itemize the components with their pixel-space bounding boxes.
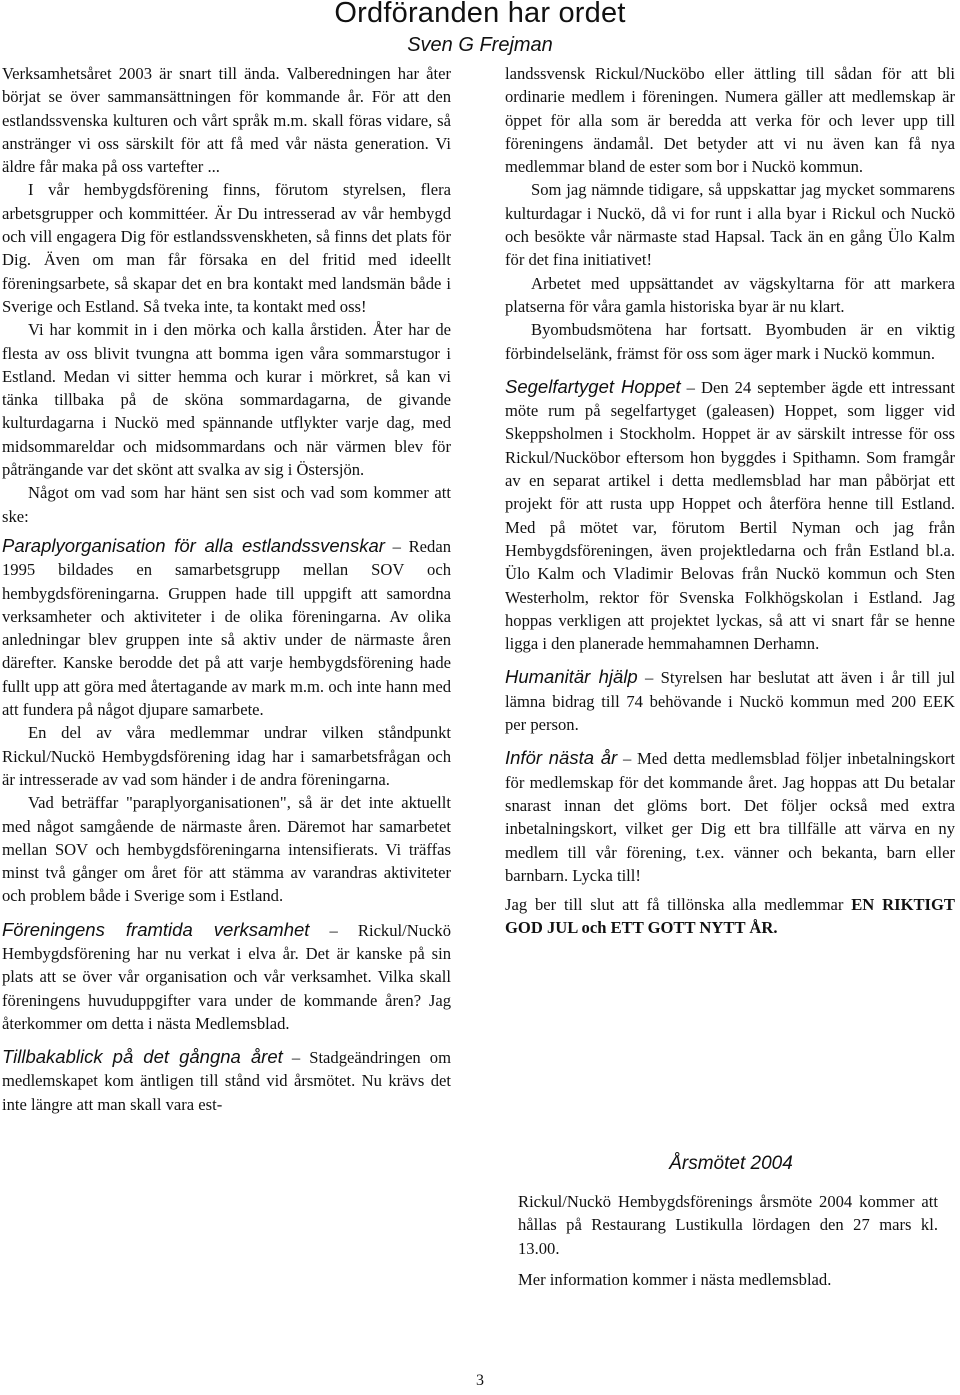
heading-dash: – bbox=[309, 920, 358, 940]
heading-dash: – bbox=[617, 749, 638, 769]
section-text: Med detta medlemsblad följer inbetalningskort för medlemskap för det kommande året. Jag hoppas att Du betalar snarast innan det glöms bort. Det följer också med extra inbetalningskort, vilket ger Dig ett bra tillfälle att värva en ny medlem till vår förening, t.ex. vänner och bekanta, barn eller barnbarn. Lycka till! bbox=[505, 749, 955, 885]
left-column bbox=[2, 62, 451, 1116]
section-text: Rickul/Nuckö Hembygdsförening har nu verkat i elva år. Det är kanske på sin plats att se över vår organisation och vår verksamhet. Vilka skall föreningens huvuduppgifter vara under de kommande åren? Jag återkommer om detta i nästa Medlemsblad. bbox=[2, 920, 451, 1033]
paragraph-news-intro: Något om vad som har hänt sen sist och vad som kommer att ske: bbox=[2, 483, 451, 526]
section-heading: Inför nästa år bbox=[505, 747, 618, 769]
section-heading: Föreningens framtida verksamhet bbox=[2, 918, 310, 940]
intro-paragraph: Verksamhetsåret 2003 är snart till ända. Valberedningen har åter börjat se över sammansättningen för kommande år. För att den estlandssvenska kulturen och vårt språk m.m. skall föras vidare, så anstränger vi oss särskilt för att få med vår nästa generation. Vi äldre får maka på oss vartefter ... bbox=[2, 64, 451, 177]
right-column bbox=[505, 62, 955, 940]
heading-dash: – bbox=[282, 1048, 310, 1068]
section-future-activities bbox=[2, 918, 451, 1035]
notice-text: Rickul/Nuckö Hembygdsförenings årsmöte 2004 kommer att hållas på Restaurang Lustikulla lördagen den 27 mars kl. 13.00. bbox=[518, 1192, 938, 1258]
section-next-year bbox=[505, 746, 955, 887]
paragraph-village-representatives: Byombudsmötena har fortsatt. Byombuden är en viktig förbindelselänk, främst för oss som äger mark i Nuckö kommun. bbox=[505, 320, 955, 363]
notice-more-info: Mer information kommer i nästa medlemsblad. bbox=[518, 1269, 832, 1289]
article-title: Ordföranden har ordet bbox=[334, 0, 626, 29]
heading-dash: – bbox=[637, 668, 661, 688]
section-umbrella-organisation bbox=[2, 534, 451, 721]
paragraph-cooperation: Vad beträffar "paraplyorganisationen", så är det inte aktuellt med något samgående de närmaste åren. Däremot har samarbetet mellan SOV och hembygdsföreningarna intensifierats. Vi träffas minst två gånger om året för att stämma av varandras aktiviteter och problem både i Sverige som i Estland. bbox=[2, 793, 451, 906]
section-text: Styrelsen har beslutat att även i år till jul lämna bidrag till 74 behövande i Nuckö kommun med 200 EEK per person. bbox=[505, 668, 955, 735]
closing-greeting bbox=[505, 893, 955, 940]
paragraph-membership: landssvensk Rickul/Nucköbo eller ättling till sådan för att bli ordinarie medlem i föreningen. Numera gäller att medlemskap är öppet för alla som är beredda att verka för och lever upp till föreningens ändamål. Det betyder att vi nu även kan få nya medlemmar bland de ester som bor i Nuckö kommun. bbox=[505, 64, 955, 177]
heading-dash: – bbox=[384, 536, 409, 556]
section-heading: Paraplyorganisation för alla estlandssvenskar bbox=[2, 534, 385, 556]
closing-bold-text: EN RIKTIGT GOD JUL och ETT GOTT NYTT ÅR. bbox=[505, 895, 955, 938]
section-humanitarian-aid bbox=[505, 665, 955, 736]
section-sailing-ship bbox=[505, 375, 955, 656]
notice-title: Årsmötet 2004 bbox=[669, 1153, 793, 1174]
section-year-review bbox=[2, 1045, 451, 1116]
section-text: Stadgeändringen om medlemskapet kom äntligen till stånd vid årsmötet. Nu krävs det inte längre att man skall vara est- bbox=[2, 1048, 452, 1114]
section-heading: Segelfartyget Hoppet bbox=[505, 375, 681, 397]
annual-meeting-notice bbox=[506, 1152, 956, 1291]
paragraph-working-groups: I vår hembygdsförening finns, förutom styrelsen, flera arbetsgrupper och kommittéer. Är Du intresserad av vår hembygd och vill engagera Dig för estlandssvenskheten, så finns det plats för Dig. Även om man får försaka en del fritid med ideellt föreningsarbete, så skapar det en bra kontakt med landsmän både i Sverige och Estland. Så tveka inte, ta kontakt med oss! bbox=[2, 180, 451, 316]
section-heading: Humanitär hjälp bbox=[505, 666, 638, 688]
heading-dash: – bbox=[680, 377, 701, 397]
paragraph-dark-season: Vi har kommit in i den mörka och kalla årstiden. Åter har de flesta av oss blivit tvungna att bomma igen våra sommarstugor i Estland. Medan vi sitter hemma och kurar i mörkret, så kan vi tänka tillbaka på de sköna sommardagarna, de givande kulturdagarna i Nuckö med spännande utflykter varje dag, med midsommareldar och midsommardans och när värmen blev för påträngande var det skönt att svalka av sig i Östersjön. bbox=[2, 320, 451, 480]
section-text: Den 24 september ägde ett intressant möte rum på segelfartyget (galeasen) Hoppet, som ligger vid Skeppsholmen i Stockholm. Hoppet är av särskilt intresse för oss Rickul/Nucköbor eftersom hon byggdes i Spithamn. Som framgår av en separat artikel i detta medlemsblad har man påbörjat ett projekt för att rusta upp Hoppet och återföra henne till Estland. Med på mötet var, förutom Bertil Nyman och jag från Hembygdsföreningen, även projektledarna och från Estland bl.a. Ülo Kalm och Vladimir Belovas från Nuckö kommun och Sten Westerholm, rektor för Svenska Folkhögskolan i Estland. Jag hoppas verkligen att projektet lyckas, så att vi snart får se henne ligga i den planerade hemmahamnen Derhamn. bbox=[505, 377, 955, 654]
paragraph-member-questions: En del av våra medlemmar undrar vilken ståndpunkt Rickul/Nuckö Hembygdsförening idag har i samarbetsfrågan och är intresserade av vad som händer i de andra föreningarna. bbox=[2, 723, 451, 789]
page-number: 3 bbox=[476, 1372, 484, 1389]
paragraph-road-signs: Arbetet med uppsättandet av vägskyltarna för att markera platserna för våra gamla historiska byar är nu klart. bbox=[505, 273, 955, 316]
closing-text: Jag ber till slut att få tillönska alla medlemmar bbox=[505, 895, 852, 915]
section-heading: Tillbakablick på det gångna året bbox=[2, 1046, 283, 1068]
article-author: Sven G Frejman bbox=[407, 34, 553, 56]
paragraph-culture-days: Som jag nämnde tidigare, så uppskattar jag mycket sommarens kulturdagar i Nuckö, då vi for runt i alla byar i Rickul och Nuckö och besökte vår närmaste stad Hapsal. Tack än en gång Ülo Kalm för det fina initiativet! bbox=[505, 180, 955, 270]
section-text: Redan 1995 bildades en samarbetsgrupp mellan SOV och hembygdsföreningarna. Gruppen hade till uppgift att samordna verksamheter och aktiviteter i de olika föreningarna. Av olika anledningar blev gruppen inte så aktiv under de närmaste åren därefter. Kanske berodde det på att varje hembygdsförening hade fullt upp att göra med återtagande av mark m.m. och inte hann med att fundera på något djupare samarbete. bbox=[2, 536, 451, 720]
